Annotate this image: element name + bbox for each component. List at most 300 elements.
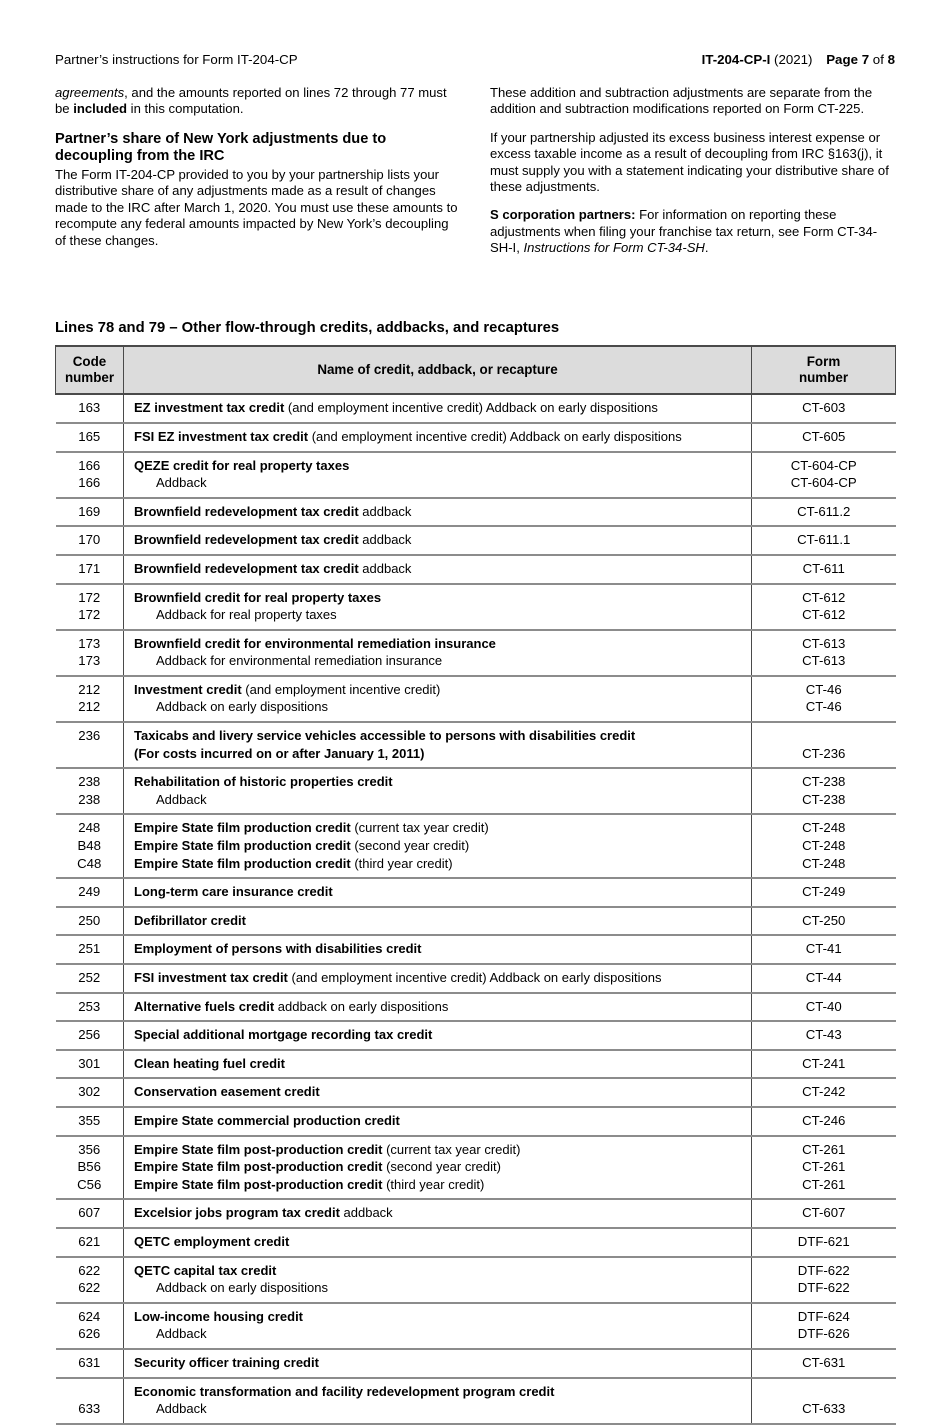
credit-name-run: QEZE credit for real property taxes: [134, 457, 350, 473]
form-number-line: DTF-622: [797, 1262, 850, 1278]
credit-name-run: Addback for environmental remediation insurance: [156, 653, 443, 669]
credit-name-line: [134, 1141, 751, 1159]
credit-name-run: (and employment incentive credit) Addback on early dispositions: [284, 400, 658, 416]
intro-left-p0-run-1: , and the amounts reported on lines 72 through 77 must be: [55, 84, 447, 117]
page-number: 7: [861, 52, 870, 67]
intro-left-paragraph-2: [55, 167, 460, 249]
credit-name-line: [134, 1233, 751, 1251]
credit-name-line: [134, 1176, 751, 1194]
form-number-line: CT-612: [802, 589, 846, 605]
credit-name-run: (third year credit): [382, 1176, 485, 1192]
code-number-line: 256: [78, 1027, 101, 1043]
intro-right-paragraph-2: [490, 207, 895, 256]
form-number-line: CT-248: [802, 855, 846, 871]
code-number-line: 356: [78, 1141, 101, 1157]
credit-name-line: [134, 883, 751, 901]
code-number-line: 236: [78, 728, 101, 744]
credit-name-line: [134, 1325, 751, 1343]
code-number-line: 355: [78, 1112, 101, 1128]
cell-form-number: [752, 935, 896, 964]
form-number-line: CT-249: [802, 884, 846, 900]
cell-code-number: [56, 964, 124, 993]
tax-year: (2021): [774, 52, 813, 67]
form-number-line: CT-611.1: [797, 532, 851, 548]
credit-name-line: [134, 969, 751, 987]
credit-name-line: [134, 1204, 751, 1222]
form-number-line: CT-238: [802, 791, 846, 807]
cell-credit-name: [124, 1021, 752, 1050]
code-number-line: 238: [78, 791, 101, 807]
cell-form-number: [752, 630, 896, 676]
intro-left-p2-run-0: The Form IT-204-CP provided to you by your partnership lists your distributive share of any adjustments made as a result of changes made to the IRC after March 1, 2020. You must use these amounts to recompute any federal amounts impacted by New York’s decoupling of these changes.: [55, 166, 458, 248]
cell-credit-name: [124, 1228, 752, 1257]
cell-code-number: [56, 394, 124, 423]
cell-form-number: [752, 1136, 896, 1200]
table-row: [56, 1378, 896, 1424]
table-row: [56, 878, 896, 907]
cell-credit-name: [124, 1378, 752, 1424]
table-row: [56, 676, 896, 722]
cell-code-number: [56, 498, 124, 527]
credit-name-run: Alternative fuels credit: [134, 998, 275, 1014]
cell-code-number: [56, 1349, 124, 1378]
cell-form-number: [752, 526, 896, 555]
credit-name-run: (and employment incentive credit) Addback on early dispositions: [308, 428, 682, 444]
cell-form-number: [752, 394, 896, 423]
credit-name-line: [134, 745, 751, 763]
cell-form-number: [752, 1107, 896, 1136]
credit-name-line: [134, 589, 751, 607]
credit-name-run: Addback on early dispositions: [156, 1280, 328, 1296]
credit-name-run: Excelsior jobs program tax credit: [134, 1205, 340, 1221]
cell-code-number: [56, 993, 124, 1022]
credit-name-line: [134, 1383, 751, 1401]
form-number-line: CT-603: [802, 400, 846, 416]
code-number-line: 249: [78, 884, 101, 900]
cell-code-number: [56, 1199, 124, 1228]
credit-name-run: (and employment incentive credit) Addback on early dispositions: [287, 970, 662, 986]
code-number-line: 250: [78, 912, 101, 928]
cell-code-number: [56, 722, 124, 768]
credit-name-run: Long-term care insurance credit: [134, 884, 333, 900]
credit-name-run: addback on early dispositions: [274, 998, 449, 1014]
credit-name-run: Security officer training credit: [134, 1354, 319, 1370]
form-number-line: CT-246: [802, 1112, 846, 1128]
form-number-line: CT-248: [802, 838, 846, 854]
section-heading: Lines 78 and 79 – Other flow-through credits, addbacks, and recaptures: [55, 319, 560, 336]
cell-code-number: [56, 676, 124, 722]
credit-name-line: [134, 635, 751, 653]
cell-credit-name: [124, 1349, 752, 1378]
form-number-line: CT-613: [802, 653, 846, 669]
cell-code-number: [56, 452, 124, 498]
credit-name-run: addback: [358, 560, 412, 576]
form-number-line: DTF-621: [797, 1233, 850, 1249]
credit-name-run: Addback for real property taxes: [156, 607, 337, 623]
credit-name-line: [134, 560, 751, 578]
column-header-code: [56, 346, 124, 394]
cell-code-number: [56, 1257, 124, 1303]
cell-code-number: [56, 814, 124, 878]
cell-form-number: [752, 907, 896, 936]
credit-name-line: [134, 681, 751, 699]
form-number-line: CT-242: [802, 1084, 846, 1100]
intro-right-p2-run-0: S corporation partners:: [490, 207, 636, 223]
code-number-line: C48: [77, 855, 102, 871]
cell-form-number: [752, 964, 896, 993]
cell-code-number: [56, 1303, 124, 1349]
form-number-line: CT-250: [802, 912, 846, 928]
column-header-form-line1: Form: [806, 354, 841, 370]
credit-name-run: addback: [358, 532, 412, 548]
table-row: [56, 722, 896, 768]
credit-name-run: Empire State commercial production credit: [134, 1112, 400, 1128]
intro-right-p2-run-1: For information on reporting these adjustments when filing your franchise tax return, see Form CT-34-SH-I,: [490, 207, 878, 256]
code-number-line: 302: [78, 1084, 101, 1100]
table-row: [56, 630, 896, 676]
intro-right-p0-run-0: These addition and subtraction adjustments are separate from the addition and subtraction modifications reported on Form CT-225.: [490, 84, 873, 117]
cell-form-number: [752, 768, 896, 814]
code-number-line: 622: [78, 1262, 101, 1278]
code-number-line: 631: [78, 1354, 101, 1370]
cell-code-number: [56, 1228, 124, 1257]
credit-name-run: FSI EZ investment tax credit: [134, 428, 309, 444]
cell-form-number: [752, 1050, 896, 1079]
cell-form-number: [752, 498, 896, 527]
table-row: [56, 1078, 896, 1107]
cell-form-number: [752, 1078, 896, 1107]
column-header-name: [124, 346, 752, 394]
form-number-line: DTF-622: [797, 1280, 850, 1296]
column-header-code-line2: number: [64, 369, 115, 385]
cell-credit-name: [124, 1303, 752, 1349]
table-row: [56, 1021, 896, 1050]
credit-name-line: [134, 1112, 751, 1130]
credit-name-line: [134, 1354, 751, 1372]
credit-name-run: Empire State film production credit: [134, 838, 351, 854]
table-row: [56, 993, 896, 1022]
credit-name-run: (current tax year credit): [350, 820, 489, 836]
form-number-line: CT-248: [802, 820, 846, 836]
form-number-line: CT-261: [802, 1176, 846, 1192]
cell-code-number: [56, 878, 124, 907]
cell-credit-name: [124, 935, 752, 964]
credit-name-run: Defibrillator credit: [134, 912, 246, 928]
cell-credit-name: [124, 993, 752, 1022]
cell-credit-name: [124, 423, 752, 452]
page-of-label: of: [872, 52, 884, 67]
form-number-line: CT-607: [802, 1205, 846, 1221]
cell-form-number: [752, 878, 896, 907]
table-row: [56, 452, 896, 498]
table-row: [56, 1136, 896, 1200]
form-number-line: CT-238: [802, 774, 846, 790]
code-number-line: 171: [78, 560, 101, 576]
credit-name-line: [134, 531, 751, 549]
cell-credit-name: [124, 630, 752, 676]
table-row: [56, 1199, 896, 1228]
credit-name-run: Brownfield redevelopment tax credit: [134, 532, 359, 548]
table-row: [56, 907, 896, 936]
intro-right-paragraph-0: [490, 85, 895, 118]
credits-table: [55, 345, 896, 1424]
intro-left-p0-run-0: agreements: [55, 84, 125, 100]
cell-credit-name: [124, 907, 752, 936]
credit-name-line: [134, 428, 751, 446]
credit-name-run: Addback: [156, 475, 207, 491]
table-row: [56, 964, 896, 993]
code-number-line: 633: [78, 1401, 101, 1417]
credit-name-line: [134, 727, 751, 745]
credit-name-run: addback: [358, 503, 412, 519]
code-number-line: 251: [78, 941, 101, 957]
cell-credit-name: [124, 526, 752, 555]
cell-form-number: [752, 555, 896, 584]
credit-name-run: QETC capital tax credit: [134, 1262, 277, 1278]
intro-right-column: [490, 85, 895, 257]
cell-code-number: [56, 1136, 124, 1200]
credit-name-run: Economic transformation and facility redevelopment program credit: [134, 1383, 555, 1399]
credit-name-run: Low-income housing credit: [134, 1308, 304, 1324]
credit-name-run: Addback: [156, 1401, 207, 1417]
code-number-line: B48: [77, 838, 101, 854]
credit-name-line: [134, 791, 751, 809]
credit-name-run: (second year credit): [350, 838, 470, 854]
cell-code-number: [56, 526, 124, 555]
code-number-line: 172: [78, 589, 101, 605]
credit-name-run: Addback on early dispositions: [156, 699, 328, 715]
cell-credit-name: [124, 555, 752, 584]
credit-name-run: (second year credit): [382, 1159, 501, 1175]
code-number-line: 626: [78, 1326, 101, 1342]
credit-name-line: [134, 503, 751, 521]
form-number-line: CT-261: [802, 1159, 846, 1175]
table-row: [56, 1050, 896, 1079]
credit-name-line: [134, 698, 751, 716]
credit-name-run: Addback: [156, 791, 207, 807]
form-number-line: CT-604-CP: [790, 457, 857, 473]
intro-left-p0-run-2: included: [73, 101, 128, 117]
cell-code-number: [56, 1107, 124, 1136]
cell-code-number: [56, 584, 124, 630]
code-number-line: B56: [77, 1159, 101, 1175]
column-header-form-line2: number: [798, 369, 849, 385]
cell-credit-name: [124, 1078, 752, 1107]
code-number-line: 238: [78, 774, 101, 790]
intro-left-heading-1: Partner’s share of New York adjustments due to decoupling from the IRC: [55, 130, 387, 165]
cell-credit-name: [124, 814, 752, 878]
cell-form-number: [752, 1378, 896, 1424]
cell-form-number: [752, 722, 896, 768]
form-number-line: CT-44: [805, 970, 842, 986]
cell-code-number: [56, 1378, 124, 1424]
cell-credit-name: [124, 964, 752, 993]
cell-form-number: [752, 676, 896, 722]
credit-name-line: [134, 1055, 751, 1073]
cell-code-number: [56, 1050, 124, 1079]
intro-left-paragraph-0: [55, 85, 460, 118]
code-number-line: 607: [78, 1205, 101, 1221]
credit-name-line: [134, 819, 751, 837]
form-number-line: CT-611: [802, 560, 845, 576]
form-number-line: CT-633: [802, 1401, 846, 1417]
cell-credit-name: [124, 1257, 752, 1303]
credit-name-run: Employment of persons with disabilities credit: [134, 941, 422, 957]
credit-name-run: Special additional mortgage recording tax credit: [134, 1027, 433, 1043]
cell-credit-name: [124, 584, 752, 630]
cell-form-number: [752, 993, 896, 1022]
table-row: [56, 526, 896, 555]
form-number-line: CT-40: [805, 998, 842, 1014]
credit-name-run: Empire State film post-production credit: [134, 1176, 383, 1192]
credit-name-run: Brownfield redevelopment tax credit: [134, 560, 359, 576]
credit-name-run: Empire State film post-production credit: [134, 1159, 383, 1175]
form-number-line: DTF-626: [797, 1326, 850, 1342]
cell-form-number: [752, 1303, 896, 1349]
credit-name-line: [134, 837, 751, 855]
credit-name-line: [134, 1400, 751, 1418]
form-number-line: CT-241: [802, 1055, 846, 1071]
cell-form-number: [752, 584, 896, 630]
cell-credit-name: [124, 394, 752, 423]
cell-credit-name: [124, 676, 752, 722]
credit-name-run: EZ investment tax credit: [134, 400, 285, 416]
form-number-line: CT-236: [802, 745, 846, 761]
table-row: [56, 814, 896, 878]
table-row: [56, 394, 896, 423]
code-number-line: 170: [78, 532, 101, 548]
form-number-line: CT-613: [802, 635, 846, 651]
cell-credit-name: [124, 452, 752, 498]
cell-credit-name: [124, 1199, 752, 1228]
credit-name-line: [134, 1158, 751, 1176]
table-row: [56, 1303, 896, 1349]
intro-right-p1-run-0: If your partnership adjusted its excess business interest expense or excess taxable income as a result of decoupling from IRC §163(j), it must supply you with a statement indicating your distributive share of these adjustments.: [490, 129, 889, 194]
credit-name-line: [134, 773, 751, 791]
form-number-line: CT-43: [805, 1027, 842, 1043]
code-number-line: 212: [78, 699, 101, 715]
running-head: [55, 0, 895, 68]
code-number-line: 621: [78, 1233, 101, 1249]
credit-name-line: [134, 606, 751, 624]
credit-name-run: Brownfield redevelopment tax credit: [134, 503, 359, 519]
credit-name-line: [134, 855, 751, 873]
credit-name-run: Addback: [156, 1326, 207, 1342]
table-row: [56, 935, 896, 964]
cell-form-number: [752, 1228, 896, 1257]
credit-name-line: [134, 457, 751, 475]
page-label: Page: [826, 52, 858, 67]
code-number-line: 253: [78, 998, 101, 1014]
form-number-line: CT-604-CP: [790, 475, 857, 491]
table-row: [56, 423, 896, 452]
intro-right-paragraph-1: [490, 130, 895, 196]
code-number-line: 301: [78, 1055, 101, 1071]
credit-name-run: QETC employment credit: [134, 1233, 290, 1249]
cell-code-number: [56, 1021, 124, 1050]
cell-credit-name: [124, 878, 752, 907]
cell-form-number: [752, 1257, 896, 1303]
credit-name-line: [134, 1308, 751, 1326]
code-number-line: 252: [78, 970, 101, 986]
cell-form-number: [752, 452, 896, 498]
credits-table-body: [56, 394, 896, 1423]
credit-name-run: (and employment incentive credit): [241, 681, 441, 697]
page-total: 8: [887, 52, 895, 67]
intro-right-p2-run-2: Instructions for Form CT-34-SH: [523, 240, 705, 256]
cell-form-number: [752, 423, 896, 452]
form-number-line: DTF-624: [797, 1308, 850, 1324]
form-id: IT-204-CP-I: [701, 52, 771, 67]
credit-name-run: addback: [339, 1205, 393, 1221]
cell-credit-name: [124, 768, 752, 814]
cell-form-number: [752, 1021, 896, 1050]
form-number-line: CT-41: [805, 941, 842, 957]
cell-code-number: [56, 935, 124, 964]
credit-name-run: (current tax year credit): [382, 1141, 521, 1157]
code-number-line: 163: [78, 400, 101, 416]
column-header-form: [752, 346, 896, 394]
table-row: [56, 768, 896, 814]
cell-code-number: [56, 907, 124, 936]
credit-name-run: Conservation easement credit: [134, 1084, 320, 1100]
cell-form-number: [752, 1349, 896, 1378]
credit-name-run: Investment credit: [134, 681, 242, 697]
table-row: [56, 1228, 896, 1257]
credit-name-run: Empire State film production credit: [134, 820, 351, 836]
running-head-left-title: Partner’s instructions for Form IT-204-CP: [55, 52, 298, 67]
cell-credit-name: [124, 1050, 752, 1079]
credit-name-run: Taxicabs and livery service vehicles accessible to persons with disabilities credit: [134, 728, 636, 744]
credit-name-run: Clean heating fuel credit: [134, 1055, 285, 1071]
intro-left-p0-run-3: in this computation.: [127, 101, 244, 117]
code-number-line: 248: [78, 820, 101, 836]
credit-name-run: (For costs incurred on or after January 1, 2011): [134, 745, 425, 761]
column-header-name-line1: Name of credit, addback, or recapture: [317, 362, 558, 378]
form-number-line: CT-46: [805, 681, 842, 697]
credit-name-line: [134, 399, 751, 417]
form-number-line: CT-611.2: [797, 503, 851, 519]
credit-name-line: [134, 1262, 751, 1280]
credit-name-run: FSI investment tax credit: [134, 970, 288, 986]
code-number-line: 169: [78, 503, 101, 519]
cell-code-number: [56, 630, 124, 676]
table-row: [56, 584, 896, 630]
credit-name-line: [134, 652, 751, 670]
cell-code-number: [56, 555, 124, 584]
table-row: [56, 555, 896, 584]
running-head-right-title: [702, 52, 895, 68]
credit-name-run: Rehabilitation of historic properties credit: [134, 774, 393, 790]
credit-name-line: [134, 1083, 751, 1101]
code-number-line: 165: [78, 428, 101, 444]
credit-name-run: Empire State film production credit: [134, 855, 351, 871]
table-row: [56, 498, 896, 527]
cell-credit-name: [124, 722, 752, 768]
form-number-line: CT-612: [802, 607, 846, 623]
cell-credit-name: [124, 1107, 752, 1136]
code-number-line: 624: [78, 1308, 101, 1324]
form-number-line: CT-631: [802, 1354, 846, 1370]
code-number-line: 172: [78, 607, 101, 623]
credit-name-run: Brownfield credit for real property taxes: [134, 589, 382, 605]
credits-table-head: [56, 346, 896, 394]
code-number-line: 212: [78, 681, 101, 697]
cell-form-number: [752, 814, 896, 878]
cell-credit-name: [124, 498, 752, 527]
credit-name-line: [134, 1026, 751, 1044]
credit-name-line: [134, 998, 751, 1016]
